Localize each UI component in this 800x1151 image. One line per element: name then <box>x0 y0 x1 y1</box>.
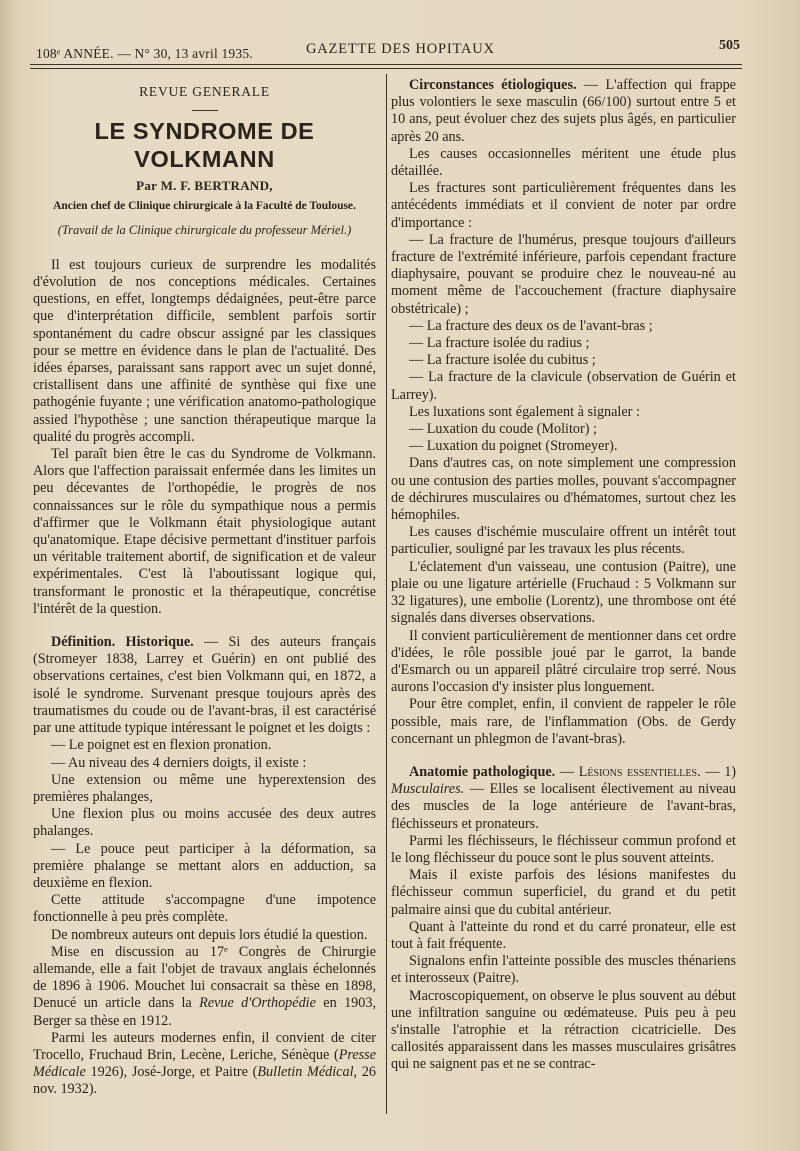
left-column <box>33 80 376 1099</box>
paragraph: Il convient particulièrement de mentionner dans cet ordre d'idées, le rôle possible joué par le garrot, la bande d'Esmarch ou un appareil plâtré circulaire trop serré. Nous aurons l'occasion d'y insister plus longuement. <box>391 627 736 696</box>
page-header <box>36 38 740 62</box>
paragraph: De nombreux auteurs ont depuis lors étudié la question. <box>51 926 368 943</box>
right-column <box>391 77 736 1074</box>
paragraph: Les causes occasionnelles méritent une étude plus détaillée. <box>391 145 736 180</box>
definition-heading: Définition. Historique. <box>51 634 194 651</box>
header-rule-thin <box>30 68 742 69</box>
issue-info: 108ᵉ ANNÉE. — N° 30, 13 avril 1935. <box>36 46 253 61</box>
anatomy-heading: Anatomie pathologique. <box>409 763 556 780</box>
list-item: — La fracture de la clavicule (observation de Guérin et Larrey). <box>391 369 736 403</box>
paragraph: Dans d'autres cas, on note simplement une compression ou une contusion des parties molles, pouvant s'accompagner de déchirures musculaires ou d'hématomes, surtout chez les hémophiles. <box>391 455 736 524</box>
list-item: Une flexion plus ou moins accusée des deux autres phalanges. <box>33 806 376 840</box>
anatomy-subheading: Lésions essentielles. <box>578 763 701 780</box>
definition-paragraph: Définition. Historique. — Si des auteurs français (Stromeyer 1838, Larrey et Guérin) en ont publié des observations certaines, c'est bien Volkmann qui, en 1872, a isolé le syndrome. Survenant presque toujours après des traumatismes du coude ou de l'avant-bras, il est caractérisé par une attitude typique intéressant le poignet et les doigts : <box>33 634 376 737</box>
paragraph: Pour être complet, enfin, il convient de rappeler le rôle possible, mais rare, de l'inflammation (Obs. de Gerdy concernant un phlegmon de l'avant-bras). <box>391 696 736 747</box>
paragraph: Les causes d'ischémie musculaire offrent un intérêt tout particulier, souligné par les travaux les plus récents. <box>391 524 736 558</box>
header-rule-thick <box>30 64 742 65</box>
author-affiliation: Ancien chef de Clinique chirurgicale à la Faculté de Toulouse. <box>53 200 356 213</box>
column-divider <box>386 74 387 1114</box>
list-item: — La fracture des deux os de l'avant-bras ; <box>409 317 653 334</box>
page-number: 505 <box>719 38 740 53</box>
paragraph: Signalons enfin l'atteinte possible des muscles thénariens et interosseux (Paitre). <box>391 953 736 987</box>
section-kicker: REVUE GENERALE <box>139 84 270 99</box>
anatomy-paragraph: Anatomie pathologique. — Lésions essentielles. — 1) Musculaires. — Elles se localisent électivement au niveau des muscles de la loge antérieure de l'avant-bras, fléchisseurs et pronateurs. <box>391 763 737 832</box>
paragraph: Mais il existe parfois des lésions manifestes du fléchisseur commun superficiel, du grand et du petit palmaire ainsi que du cubital antérieur. <box>391 867 736 918</box>
circumstances-heading: Circonstances étiologiques. <box>409 77 577 93</box>
paragraph: Parmi les auteurs modernes enfin, il convient de citer Trocello, Fruchaud Brin, Lecène, Leriche, Sénèque (Presse Médicale 1926), José-Jorge, et Paitre (Bulletin Médical, 26 nov. 1932). <box>33 1029 377 1098</box>
article-author: Par M. F. BERTRAND, <box>136 178 273 194</box>
intro-paragraph-2: Tel paraît bien être le cas du Syndrome de Volkmann. Alors que l'affection paraissait enfermée dans les limites un peu décevantes de l'orthopédie, le progrès de nos connaissances sur le rôle du sympathique nous a permis d'affirmer que le Volkmann était physiologique autant qu'anatomique. Etape décisive permettant d'instituer parfois un véritable traitement abortif, de signification et de valeur expérimentales. C'est là l'aboutissant logique qui, transformant le pronostic et la thérapeutique, concrétise l'intérêt de la question. <box>33 446 376 617</box>
list-item: — Au niveau des 4 derniers doigts, il existe : <box>51 754 307 771</box>
muscular-label: Musculaires. <box>391 781 465 798</box>
paragraph: Les fractures sont particulièrement fréquentes dans les antécédents immédiats et il convient de noter par ordre d'importance : <box>391 180 736 231</box>
list-item: Une extension ou même une hyperextension des premières phalanges, <box>33 771 376 805</box>
paragraph: L'éclatement d'un vaisseau, une contusion (Paitre), une plaie ou une ligature artérielle (Fruchaud : 5 Volkmann sur 32 ligatures), une embolie (Lorentz), une thrombose ont été signalés dans diverses observations. <box>391 558 736 627</box>
article-title: LE SYNDROME DE VOLKMANN <box>94 118 315 173</box>
journal-name: GAZETTE DES HOPITAUX <box>306 41 495 57</box>
paragraph: Macroscopiquement, on observe le plus souvent au début une infiltration sanguine ou œdémateuse. Puis peu à peu s'installe l'atrophie et la rétraction cicatricielle. Des callosités apparaissent dans les masses musculaires grisâtres qui ne saignent pas et ne se contrac- <box>391 987 736 1073</box>
list-item: — Luxation du coude (Molitor) ; <box>409 421 597 438</box>
title-divider <box>192 110 218 111</box>
paragraph: Quant à l'atteinte du rond et du carré pronateur, elle est tout à fait fréquente. <box>391 918 736 952</box>
list-item: — La fracture isolée du radius ; <box>409 335 590 352</box>
list-item: — La fracture isolée du cubitus ; <box>409 352 596 369</box>
intro-paragraph-1: Il est toujours curieux de surprendre les modalités d'évolution de nos conceptions médicales. Certaines questions, en effet, longtemps dédaignées, peut-être parce que d'interprétation difficile, semblent parfois sortir spontanément du cadre obscur assigné par les classiques pour se mettre en évidence dans le plan de l'actualité. Des idées éparses, paraissant sans rapport avec un sujet donné, cristallisent dans une affinité de synthèse qui fixe une pathogénie fuyante ; une vérification anatomo-pathologique assied l'hypothèse ; une sanction thérapeutique marque la qualité du progrès accompli. <box>33 256 376 445</box>
paragraph: Cette attitude s'accompagne d'une impotence fonctionnelle à peu près complète. <box>33 892 376 926</box>
clinic-credit: (Travail de la Clinique chirurgicale du professeur Mériel.) <box>57 222 352 237</box>
list-item: — Le pouce peut participer à la déformation, sa première phalange se mettant alors en adduction, sa deuxième en flexion. <box>33 840 376 891</box>
paragraph: Parmi les fléchisseurs, le fléchisseur commun profond et le long fléchisseur du pouce sont le plus souvent atteints. <box>391 832 736 866</box>
list-item: — Luxation du poignet (Stromeyer). <box>409 438 618 455</box>
list-item: — La fracture de l'humérus, presque toujours d'ailleurs fracture de l'extrémité inférieure, parfois cependant fracture diaphysaire, pouvant se produire chez le nouveau-né au moment même de l'accouchement (fracture diaphysaire obstétricale) ; <box>391 231 736 317</box>
paragraph: Mise en discussion au 17ᵉ Congrès de Chirurgie allemande, elle a fait l'objet de travaux anglais échelonnés de 1896 à 1906. Mouchet lui consacrait sa thèse en 1898, Denucé un article dans la Revue d'Orthopédie en 1903, Berger sa thèse en 1912. <box>33 943 377 1029</box>
list-item: — Le poignet est en flexion pronation. <box>51 737 272 754</box>
circumstances-paragraph: Circonstances étiologiques. — L'affection qui frappe plus volontiers le sexe masculin (66/100) surtout entre 5 et 10 ans, peut évoluer chez des sujets plus âgés, en particulier après 20 ans. <box>391 77 736 145</box>
paragraph: Les luxations sont également à signaler : <box>409 403 640 420</box>
